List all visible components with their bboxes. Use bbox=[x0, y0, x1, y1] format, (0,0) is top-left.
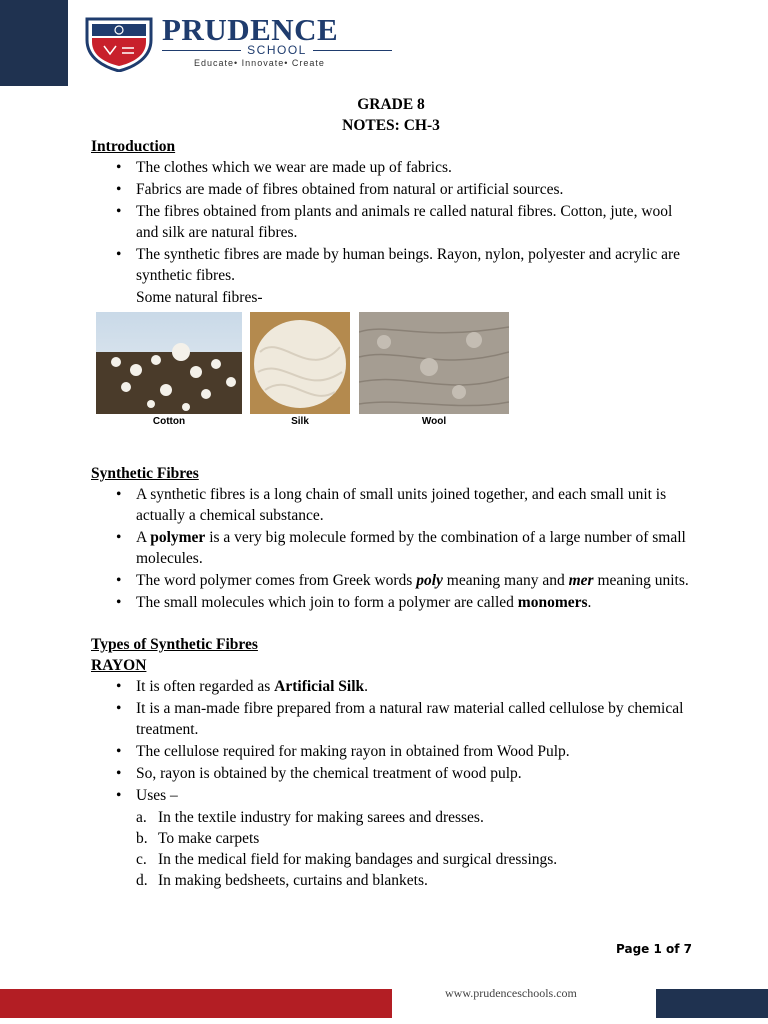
text: The word polymer comes from Greek words bbox=[136, 572, 417, 589]
list-item bbox=[136, 828, 691, 849]
intro-list bbox=[91, 157, 691, 286]
divider bbox=[313, 50, 392, 51]
shield-crest-icon bbox=[84, 16, 154, 72]
list-marker: b. bbox=[136, 830, 148, 847]
footer-red-bar bbox=[0, 989, 392, 1018]
footer-url: www.prudenceschools.com bbox=[445, 986, 577, 1000]
list-item: • A synthetic fibres is a long chain of small units joined together, and each small unit is actually a chemical substance. bbox=[136, 484, 691, 526]
text: meaning units. bbox=[593, 572, 689, 589]
footer-navy-bar bbox=[656, 989, 768, 1018]
natural-fibres-note: Some natural fibres- bbox=[136, 289, 263, 306]
silk-photo bbox=[250, 312, 350, 414]
list-item: • The synthetic fibres are made by human beings. Rayon, nylon, polyester and acrylic are synthetic fibres. bbox=[136, 244, 691, 286]
list-item: • It is a man-made fibre prepared from a natural raw material called cellulose by chemical treatment. bbox=[136, 698, 691, 740]
term-mer: mer bbox=[568, 572, 594, 589]
wool-figure bbox=[359, 312, 509, 427]
text: In the textile industry for making sarees and dresses. bbox=[158, 809, 484, 826]
list-item: • Fabrics are made of fibres obtained from natural or artificial sources. bbox=[136, 179, 691, 200]
term-polymer: polymer bbox=[150, 529, 206, 546]
brand-subtitle: SCHOOL bbox=[247, 43, 307, 57]
wool-photo bbox=[359, 312, 509, 414]
term-artificial-silk: Artificial Silk bbox=[274, 678, 365, 695]
list-marker: a. bbox=[136, 809, 147, 826]
text: . bbox=[587, 594, 592, 611]
list-item bbox=[136, 527, 691, 569]
divider bbox=[162, 50, 241, 51]
page-number: Page 1 of 7 bbox=[616, 942, 692, 956]
text: The small molecules which join to form a polymer are called bbox=[136, 594, 518, 611]
brand-sub-row bbox=[162, 42, 392, 58]
intro-heading: Introduction bbox=[91, 138, 176, 155]
list-marker: d. bbox=[136, 872, 148, 889]
corner-decoration bbox=[0, 0, 68, 86]
list-item: • So, rayon is obtained by the chemical treatment of wood pulp. bbox=[136, 763, 691, 784]
rayon-list bbox=[91, 676, 691, 806]
list-item: • The fibres obtained from plants and animals re called natural fibres. Cotton, jute, wool and silk are natural fibres. bbox=[136, 201, 691, 243]
list-item: • The clothes which we wear are made up of fabrics. bbox=[136, 157, 691, 178]
rayon-heading: RAYON bbox=[91, 657, 147, 674]
text: In making bedsheets, curtains and blankets. bbox=[158, 872, 428, 889]
school-logo bbox=[84, 12, 404, 72]
spacer bbox=[91, 614, 691, 634]
text: It is often regarded as bbox=[136, 678, 275, 695]
list-item: • Uses – bbox=[136, 785, 691, 806]
silk-figure bbox=[250, 312, 350, 427]
document-body bbox=[91, 94, 691, 891]
list-item bbox=[136, 807, 691, 828]
grade-title: GRADE 8 bbox=[357, 96, 425, 113]
term-poly: poly bbox=[416, 572, 443, 589]
text: . bbox=[364, 678, 369, 695]
synthetic-heading: Synthetic Fibres bbox=[91, 465, 199, 482]
brand-tagline: Educate• Innovate• Create bbox=[194, 58, 325, 68]
notes-title: NOTES: CH-3 bbox=[342, 117, 440, 134]
list-marker: c. bbox=[136, 851, 147, 868]
image-caption: Silk bbox=[291, 416, 309, 427]
image-caption: Cotton bbox=[152, 416, 186, 427]
text: meaning many and bbox=[442, 572, 569, 589]
cotton-photo bbox=[96, 312, 242, 414]
text: A bbox=[136, 529, 151, 546]
types-heading: Types of Synthetic Fibres bbox=[91, 636, 258, 653]
list-item bbox=[136, 592, 691, 613]
brand-name: PRUDENCE bbox=[162, 12, 339, 47]
natural-fibre-images bbox=[96, 312, 516, 432]
term-monomers: monomers bbox=[517, 594, 588, 611]
cotton-figure bbox=[96, 312, 242, 427]
list-item bbox=[136, 849, 691, 870]
text: To make carpets bbox=[158, 830, 260, 847]
synthetic-list bbox=[91, 484, 691, 613]
image-caption: Wool bbox=[421, 416, 447, 427]
list-item: • The cellulose required for making rayon in obtained from Wood Pulp. bbox=[136, 741, 691, 762]
uses-list bbox=[91, 807, 691, 891]
list-item bbox=[136, 676, 691, 697]
list-item bbox=[136, 870, 691, 891]
list-item bbox=[136, 570, 691, 591]
text: In the medical field for making bandages and surgical dressings. bbox=[158, 851, 558, 868]
text: is a very big molecule formed by the combination of a large number of small molecules. bbox=[136, 529, 686, 567]
